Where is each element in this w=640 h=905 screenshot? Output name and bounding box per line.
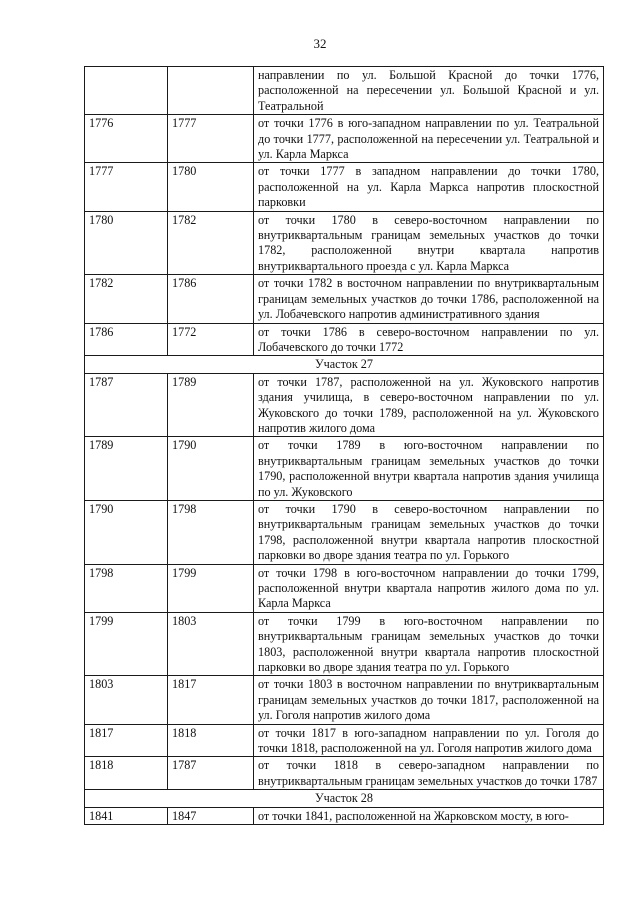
end-point-cell: 1789 [168, 373, 254, 437]
table-row [85, 437, 604, 501]
start-point-cell: 1817 [85, 724, 168, 757]
table-row [85, 275, 604, 323]
section-title: Участок 27 [85, 356, 604, 373]
table-row [85, 757, 604, 790]
end-point-cell: 1777 [168, 115, 254, 163]
boundary-description-table [84, 66, 604, 825]
table-row [85, 807, 604, 824]
start-point-cell: 1798 [85, 564, 168, 612]
start-point-cell [85, 67, 168, 115]
description-cell: от точки 1817 в юго-западном направлении по ул. Гоголя до точки 1818, расположенной на ул. Гоголя напротив жилого дома [254, 724, 604, 757]
start-point-cell: 1789 [85, 437, 168, 501]
table-row [85, 564, 604, 612]
table-row [85, 163, 604, 211]
start-point-cell: 1841 [85, 807, 168, 824]
start-point-cell: 1776 [85, 115, 168, 163]
table-row [85, 67, 604, 115]
description-cell: от точки 1780 в северо-восточном направлении по внутриквартальным границам земельных участков до точки 1782, расположенной внутри квартала напротив внутриквартального проезда с ул. Карла Маркса [254, 211, 604, 275]
section-header-row [85, 356, 604, 373]
description-cell: от точки 1799 в юго-восточном направлении по внутриквартальным границам земельных участков до точки 1803, расположенной внутри квартала напротив плоскостной парковки во дворе здания театра по ул. Горького [254, 612, 604, 676]
end-point-cell: 1782 [168, 211, 254, 275]
description-cell: от точки 1787, расположенной на ул. Жуковского напротив здания училища, в северо-восточном направлении по ул. Жуковского до точки 1789, расположенной на ул. Жуковского напротив жилого дома [254, 373, 604, 437]
end-point-cell: 1786 [168, 275, 254, 323]
description-cell: от точки 1803 в восточном направлении по внутриквартальным границам земельных участков до точки 1817, расположенной на ул. Гоголя напротив жилого дома [254, 676, 604, 724]
section-title: Участок 28 [85, 790, 604, 807]
start-point-cell: 1799 [85, 612, 168, 676]
end-point-cell: 1817 [168, 676, 254, 724]
section-header-row [85, 790, 604, 807]
description-cell: от точки 1789 в юго-восточном направлении по внутриквартальным границам земельных участков до точки 1790, расположенной внутри квартала напротив здания училища по ул. Жуковского [254, 437, 604, 501]
start-point-cell: 1790 [85, 500, 168, 564]
description-cell: от точки 1841, расположенной на Жарковском мосту, в юго- [254, 807, 604, 824]
end-point-cell: 1790 [168, 437, 254, 501]
end-point-cell: 1787 [168, 757, 254, 790]
description-cell: от точки 1818 в северо-западном направлении по внутриквартальным границам земельных участков до точки 1787 [254, 757, 604, 790]
table-row [85, 373, 604, 437]
start-point-cell: 1803 [85, 676, 168, 724]
end-point-cell: 1799 [168, 564, 254, 612]
start-point-cell: 1787 [85, 373, 168, 437]
end-point-cell: 1818 [168, 724, 254, 757]
table-row [85, 612, 604, 676]
description-cell: от точки 1798 в юго-восточном направлении до точки 1799, расположенной внутри квартала напротив жилого дома по ул. Карла Маркса [254, 564, 604, 612]
description-cell: от точки 1777 в западном направлении до точки 1780, расположенной на ул. Карла Маркса напротив плоскостной парковки [254, 163, 604, 211]
table-row [85, 724, 604, 757]
start-point-cell: 1780 [85, 211, 168, 275]
end-point-cell [168, 67, 254, 115]
start-point-cell: 1777 [85, 163, 168, 211]
description-cell: от точки 1782 в восточном направлении по внутриквартальным границам земельных участков до точки 1786, расположенной на ул. Лобачевского напротив административного здания [254, 275, 604, 323]
description-cell: направлении по ул. Большой Красной до точки 1776, расположенной на пересечении ул. Большой Красной и ул. Театральной [254, 67, 604, 115]
start-point-cell: 1786 [85, 323, 168, 356]
table-row [85, 211, 604, 275]
table-row [85, 500, 604, 564]
page-number: 32 [313, 36, 327, 51]
description-cell: от точки 1786 в северо-восточном направлении по ул. Лобачевского до точки 1772 [254, 323, 604, 356]
description-cell: от точки 1776 в юго-западном направлении по ул. Театральной до точки 1777, расположенной на пересечении ул. Театральной и ул. Карла Маркса [254, 115, 604, 163]
end-point-cell: 1847 [168, 807, 254, 824]
table-body [85, 67, 604, 825]
table-row [85, 115, 604, 163]
end-point-cell: 1780 [168, 163, 254, 211]
start-point-cell: 1782 [85, 275, 168, 323]
table-row [85, 676, 604, 724]
table-row [85, 323, 604, 356]
description-cell: от точки 1790 в северо-восточном направлении по внутриквартальным границам земельных участков до точки 1798, расположенной внутри квартала напротив плоскостной парковки во дворе здания театра по ул. Горького [254, 500, 604, 564]
end-point-cell: 1798 [168, 500, 254, 564]
start-point-cell: 1818 [85, 757, 168, 790]
end-point-cell: 1803 [168, 612, 254, 676]
end-point-cell: 1772 [168, 323, 254, 356]
